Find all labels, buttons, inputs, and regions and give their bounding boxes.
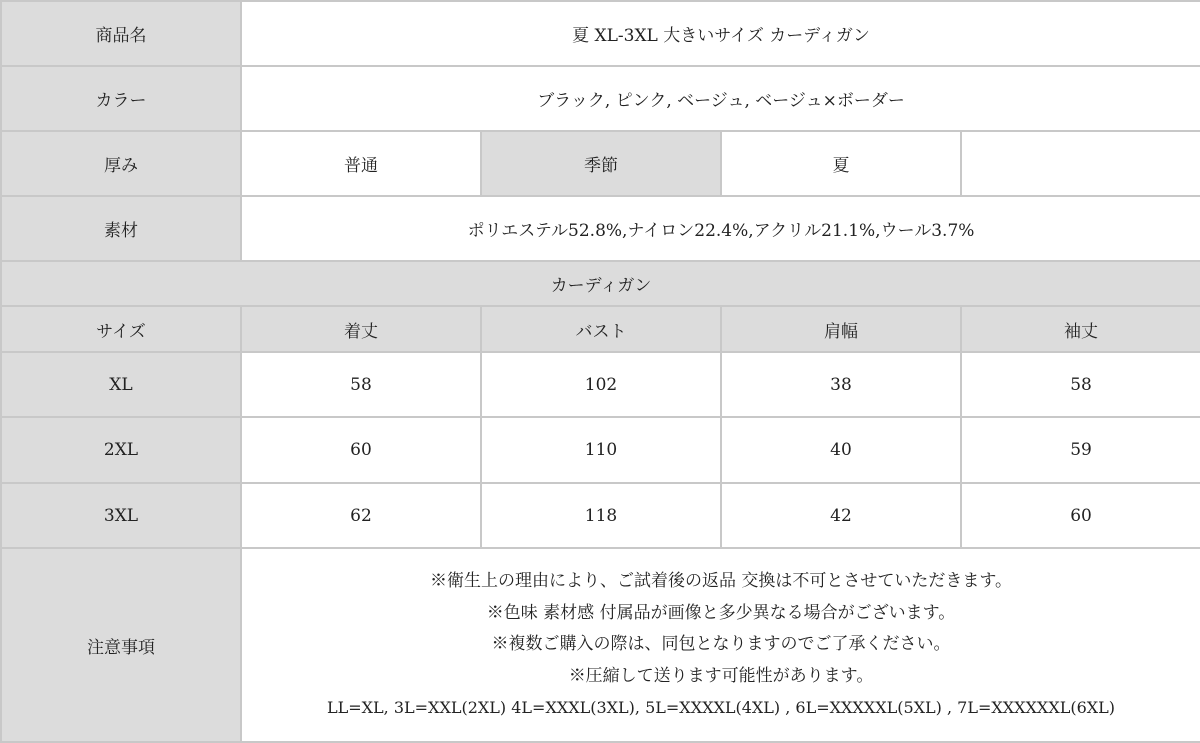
length-cell: 62 — [241, 483, 481, 548]
bust-header-cell: バスト — [481, 306, 721, 352]
shoulder-cell: 40 — [721, 417, 961, 483]
material-label: 素材 — [1, 196, 241, 261]
shoulder-cell: 38 — [721, 352, 961, 417]
size-name-cell: XL — [1, 352, 241, 417]
note-line: ※圧縮して送ります可能性があります。 — [568, 665, 874, 686]
thickness-value: 普通 — [241, 131, 481, 196]
size-conversion-note: LL=XL, 3L=XXL(2XL) 4L=XXXL(3XL), 5L=XXXXL(4XL) , 6L=XXXXXL(5XL) , 7L=XXXXXXL(6XL) — [327, 698, 1116, 718]
notes-content — [241, 548, 1200, 742]
color-label: カラー — [1, 66, 241, 131]
shoulder-cell: 42 — [721, 483, 961, 548]
thickness-season-row — [1, 131, 1200, 196]
note-line: ※色味 素材感 付属品が画像と多少異なる場合がございます。 — [486, 602, 956, 623]
sleeve-cell: 58 — [961, 352, 1200, 417]
size-header-cell: サイズ — [1, 306, 241, 352]
size-name-cell: 2XL — [1, 417, 241, 483]
notes-label: 注意事項 — [1, 548, 241, 742]
season-label: 季節 — [481, 131, 721, 196]
product-name-value: 夏 XL-3XL 大きいサイズ カーディガン — [241, 1, 1200, 66]
product-name-label: 商品名 — [1, 1, 241, 66]
length-cell: 58 — [241, 352, 481, 417]
bust-cell: 118 — [481, 483, 721, 548]
sleeve-cell: 60 — [961, 483, 1200, 548]
color-row — [1, 66, 1200, 131]
bust-cell: 110 — [481, 417, 721, 483]
shoulder-header-cell: 肩幅 — [721, 306, 961, 352]
size-section-title: カーディガン — [1, 261, 1200, 306]
thickness-label: 厚み — [1, 131, 241, 196]
note-line: ※複数ご購入の際は、同包となりますのでご了承ください。 — [491, 634, 951, 655]
size-name-cell: 3XL — [1, 483, 241, 548]
product-name-row — [1, 1, 1200, 66]
sleeve-cell: 59 — [961, 417, 1200, 483]
size-row-xl — [1, 352, 1200, 417]
note-line: ※衛生上の理由により、ご試着後の返品 交換は不可とさせていただきます。 — [429, 571, 1013, 592]
length-cell: 60 — [241, 417, 481, 483]
size-row-3xl — [1, 483, 1200, 548]
bust-cell: 102 — [481, 352, 721, 417]
season-extra-cell — [961, 131, 1200, 196]
material-row — [1, 196, 1200, 261]
notes-row — [1, 548, 1200, 742]
size-section-row — [1, 261, 1200, 306]
length-header-cell: 着丈 — [241, 306, 481, 352]
sleeve-header-cell: 袖丈 — [961, 306, 1200, 352]
color-value: ブラック, ピンク, ベージュ, ベージュ×ボーダー — [241, 66, 1200, 131]
material-value: ポリエステル52.8%,ナイロン22.4%,アクリル21.1%,ウール3.7% — [241, 196, 1200, 261]
size-row-2xl — [1, 417, 1200, 483]
size-header-row — [1, 306, 1200, 352]
season-value: 夏 — [721, 131, 961, 196]
